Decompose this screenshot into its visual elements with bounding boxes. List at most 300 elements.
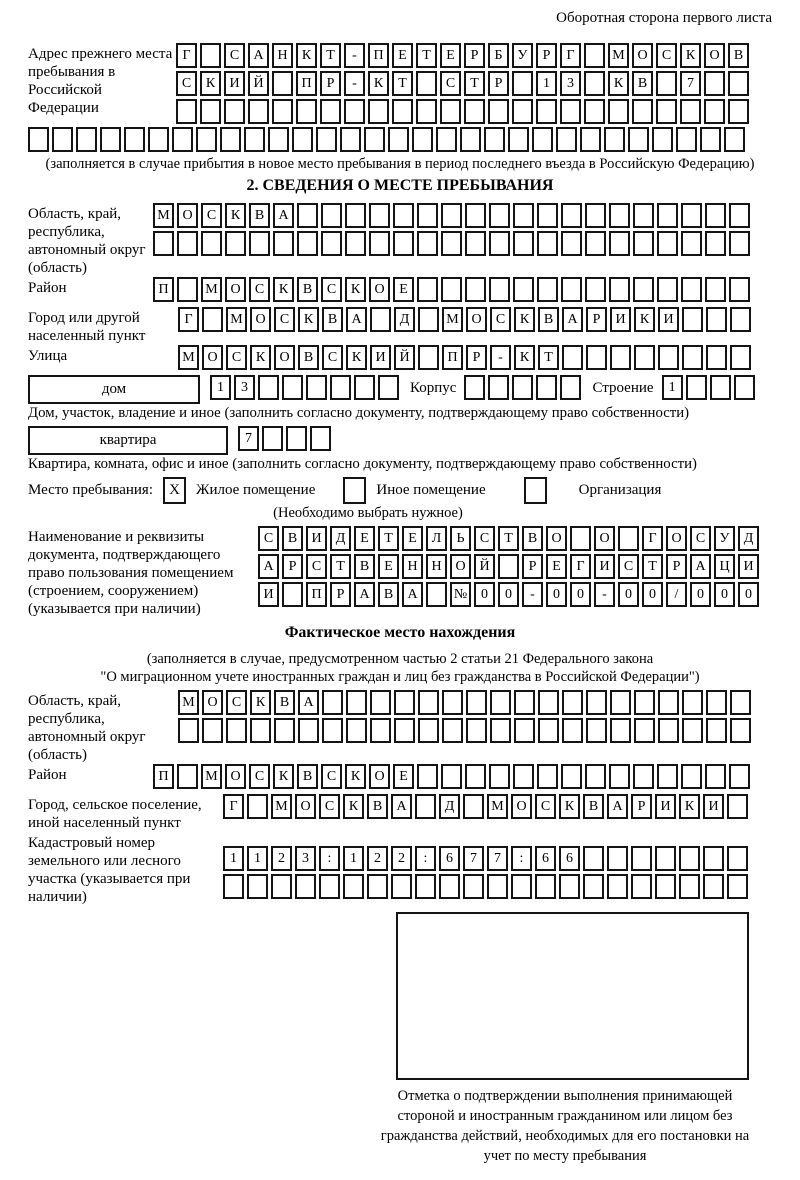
char-cell[interactable] — [680, 99, 701, 124]
char-cell[interactable] — [536, 375, 557, 400]
char-cell[interactable]: А — [346, 307, 367, 332]
char-cell[interactable] — [340, 127, 361, 152]
char-cell[interactable]: Д — [439, 794, 460, 819]
char-cell[interactable] — [727, 874, 748, 899]
char-cell[interactable] — [686, 375, 707, 400]
char-cell[interactable]: : — [319, 846, 340, 871]
char-cell[interactable]: С — [306, 554, 327, 579]
char-cell[interactable] — [655, 846, 676, 871]
char-cell[interactable] — [609, 764, 630, 789]
char-cell[interactable]: Р — [330, 582, 351, 607]
char-cell[interactable] — [367, 874, 388, 899]
char-cell[interactable]: В — [632, 71, 653, 96]
char-cell[interactable] — [513, 764, 534, 789]
char-cell[interactable]: 0 — [690, 582, 711, 607]
char-cell[interactable]: К — [225, 203, 246, 228]
char-cell[interactable] — [441, 203, 462, 228]
char-cell[interactable]: Р — [488, 71, 509, 96]
char-cell[interactable] — [631, 874, 652, 899]
char-cell[interactable] — [439, 874, 460, 899]
char-cell[interactable]: В — [274, 690, 295, 715]
char-cell[interactable] — [705, 203, 726, 228]
char-cell[interactable]: 2 — [367, 846, 388, 871]
char-cell[interactable] — [586, 718, 607, 743]
char-cell[interactable] — [585, 231, 606, 256]
char-cell[interactable] — [224, 99, 245, 124]
char-cell[interactable]: С — [535, 794, 556, 819]
char-cell[interactable] — [514, 690, 535, 715]
char-cell[interactable] — [343, 874, 364, 899]
char-cell[interactable] — [200, 99, 221, 124]
char-cell[interactable] — [511, 874, 532, 899]
char-cell[interactable] — [514, 718, 535, 743]
char-cell[interactable]: О — [632, 43, 653, 68]
char-cell[interactable] — [321, 203, 342, 228]
char-cell[interactable]: - — [344, 71, 365, 96]
char-cell[interactable] — [268, 127, 289, 152]
char-cell[interactable] — [584, 99, 605, 124]
char-cell[interactable] — [657, 764, 678, 789]
char-cell[interactable] — [177, 764, 198, 789]
char-cell[interactable] — [465, 764, 486, 789]
char-cell[interactable]: 7 — [680, 71, 701, 96]
char-cell[interactable]: С — [224, 43, 245, 68]
char-cell[interactable] — [172, 127, 193, 152]
char-cell[interactable]: В — [538, 307, 559, 332]
char-cell[interactable]: И — [703, 794, 724, 819]
char-cell[interactable]: А — [391, 794, 412, 819]
char-cell[interactable] — [392, 99, 413, 124]
char-cell[interactable]: У — [512, 43, 533, 68]
char-cell[interactable] — [200, 43, 221, 68]
char-cell[interactable]: О — [202, 690, 223, 715]
char-cell[interactable] — [465, 203, 486, 228]
char-cell[interactable]: А — [607, 794, 628, 819]
char-cell[interactable] — [370, 690, 391, 715]
char-cell[interactable] — [562, 718, 583, 743]
char-cell[interactable] — [258, 375, 279, 400]
char-cell[interactable] — [583, 846, 604, 871]
char-cell[interactable] — [656, 71, 677, 96]
char-cell[interactable]: : — [511, 846, 532, 871]
char-cell[interactable] — [441, 231, 462, 256]
char-cell[interactable] — [247, 874, 268, 899]
char-cell[interactable] — [561, 277, 582, 302]
char-cell[interactable] — [657, 277, 678, 302]
char-cell[interactable]: Й — [474, 554, 495, 579]
char-cell[interactable]: К — [680, 43, 701, 68]
char-cell[interactable]: О — [466, 307, 487, 332]
char-cell[interactable]: 0 — [546, 582, 567, 607]
char-cell[interactable]: 0 — [738, 582, 759, 607]
char-cell[interactable]: А — [258, 554, 279, 579]
char-cell[interactable]: Е — [393, 764, 414, 789]
char-cell[interactable] — [562, 690, 583, 715]
char-cell[interactable] — [676, 127, 697, 152]
char-cell[interactable] — [703, 846, 724, 871]
char-cell[interactable] — [322, 690, 343, 715]
char-cell[interactable]: К — [250, 345, 271, 370]
char-cell[interactable]: И — [306, 526, 327, 551]
char-cell[interactable] — [196, 127, 217, 152]
char-cell[interactable] — [306, 375, 327, 400]
char-cell[interactable]: А — [562, 307, 583, 332]
char-cell[interactable] — [508, 127, 529, 152]
char-cell[interactable]: О — [450, 554, 471, 579]
char-cell[interactable] — [655, 874, 676, 899]
char-cell[interactable]: Р — [666, 554, 687, 579]
char-cell[interactable] — [658, 690, 679, 715]
checkbox-organization[interactable] — [524, 477, 547, 504]
char-cell[interactable] — [297, 231, 318, 256]
char-cell[interactable] — [561, 203, 582, 228]
char-cell[interactable] — [570, 526, 591, 551]
char-cell[interactable]: Р — [464, 43, 485, 68]
char-cell[interactable] — [583, 874, 604, 899]
char-cell[interactable]: К — [273, 764, 294, 789]
char-cell[interactable]: Т — [330, 554, 351, 579]
char-cell[interactable]: Е — [393, 277, 414, 302]
char-cell[interactable]: П — [153, 764, 174, 789]
char-cell[interactable] — [490, 690, 511, 715]
char-cell[interactable] — [465, 231, 486, 256]
char-cell[interactable]: В — [522, 526, 543, 551]
char-cell[interactable] — [586, 690, 607, 715]
char-cell[interactable] — [320, 99, 341, 124]
char-cell[interactable] — [441, 277, 462, 302]
char-cell[interactable]: А — [273, 203, 294, 228]
char-cell[interactable]: К — [514, 345, 535, 370]
char-cell[interactable] — [177, 231, 198, 256]
char-cell[interactable] — [729, 277, 750, 302]
char-cell[interactable] — [202, 718, 223, 743]
char-cell[interactable]: Т — [378, 526, 399, 551]
char-cell[interactable] — [220, 127, 241, 152]
char-cell[interactable] — [247, 794, 268, 819]
char-cell[interactable] — [286, 426, 307, 451]
char-cell[interactable] — [559, 874, 580, 899]
char-cell[interactable] — [441, 764, 462, 789]
char-cell[interactable]: С — [440, 71, 461, 96]
char-cell[interactable]: Е — [378, 554, 399, 579]
char-cell[interactable]: С — [690, 526, 711, 551]
char-cell[interactable]: 0 — [618, 582, 639, 607]
char-cell[interactable]: Р — [586, 307, 607, 332]
char-cell[interactable] — [608, 99, 629, 124]
char-cell[interactable] — [488, 375, 509, 400]
char-cell[interactable]: И — [370, 345, 391, 370]
char-cell[interactable] — [310, 426, 331, 451]
char-cell[interactable] — [538, 718, 559, 743]
char-cell[interactable] — [393, 231, 414, 256]
char-cell[interactable] — [710, 375, 731, 400]
char-cell[interactable] — [537, 203, 558, 228]
char-cell[interactable] — [418, 690, 439, 715]
char-cell[interactable]: С — [319, 794, 340, 819]
char-cell[interactable] — [682, 345, 703, 370]
char-cell[interactable] — [706, 718, 727, 743]
char-cell[interactable] — [658, 345, 679, 370]
char-cell[interactable]: П — [296, 71, 317, 96]
char-cell[interactable] — [560, 99, 581, 124]
char-cell[interactable] — [418, 307, 439, 332]
char-cell[interactable]: 1 — [536, 71, 557, 96]
char-cell[interactable]: О — [177, 203, 198, 228]
char-cell[interactable] — [282, 375, 303, 400]
char-cell[interactable]: И — [658, 307, 679, 332]
char-cell[interactable] — [418, 345, 439, 370]
char-cell[interactable]: И — [594, 554, 615, 579]
char-cell[interactable]: А — [298, 690, 319, 715]
char-cell[interactable] — [682, 718, 703, 743]
char-cell[interactable] — [489, 277, 510, 302]
char-cell[interactable]: Е — [392, 43, 413, 68]
char-cell[interactable] — [633, 203, 654, 228]
char-cell[interactable]: Е — [354, 526, 375, 551]
char-cell[interactable]: 7 — [487, 846, 508, 871]
char-cell[interactable]: Ь — [450, 526, 471, 551]
char-cell[interactable]: 2 — [271, 846, 292, 871]
char-cell[interactable]: К — [250, 690, 271, 715]
char-cell[interactable]: / — [666, 582, 687, 607]
char-cell[interactable] — [656, 99, 677, 124]
char-cell[interactable]: О — [666, 526, 687, 551]
char-cell[interactable]: 0 — [714, 582, 735, 607]
char-cell[interactable] — [388, 127, 409, 152]
char-cell[interactable] — [610, 345, 631, 370]
char-cell[interactable]: В — [297, 764, 318, 789]
char-cell[interactable]: О — [274, 345, 295, 370]
char-cell[interactable] — [272, 99, 293, 124]
char-cell[interactable]: К — [679, 794, 700, 819]
char-cell[interactable]: Н — [426, 554, 447, 579]
char-cell[interactable]: Е — [440, 43, 461, 68]
char-cell[interactable]: - — [344, 43, 365, 68]
char-cell[interactable] — [391, 874, 412, 899]
char-cell[interactable]: Г — [176, 43, 197, 68]
char-cell[interactable] — [460, 127, 481, 152]
char-cell[interactable] — [537, 277, 558, 302]
char-cell[interactable] — [609, 277, 630, 302]
char-cell[interactable] — [282, 582, 303, 607]
char-cell[interactable] — [370, 307, 391, 332]
char-cell[interactable]: В — [367, 794, 388, 819]
char-cell[interactable] — [378, 375, 399, 400]
char-cell[interactable]: М — [608, 43, 629, 68]
char-cell[interactable]: Ц — [714, 554, 735, 579]
char-cell[interactable]: М — [271, 794, 292, 819]
char-cell[interactable]: С — [322, 345, 343, 370]
char-cell[interactable] — [536, 99, 557, 124]
char-cell[interactable]: В — [249, 203, 270, 228]
char-cell[interactable]: Р — [466, 345, 487, 370]
char-cell[interactable] — [488, 99, 509, 124]
char-cell[interactable] — [249, 231, 270, 256]
char-cell[interactable]: Т — [538, 345, 559, 370]
char-cell[interactable] — [657, 231, 678, 256]
char-cell[interactable]: 1 — [247, 846, 268, 871]
char-cell[interactable]: 6 — [535, 846, 556, 871]
char-cell[interactable] — [354, 375, 375, 400]
char-cell[interactable]: 1 — [343, 846, 364, 871]
char-cell[interactable]: М — [201, 277, 222, 302]
char-cell[interactable]: Д — [330, 526, 351, 551]
char-cell[interactable]: К — [634, 307, 655, 332]
char-cell[interactable] — [580, 127, 601, 152]
char-cell[interactable] — [153, 231, 174, 256]
char-cell[interactable] — [344, 99, 365, 124]
char-cell[interactable] — [202, 307, 223, 332]
char-cell[interactable]: Н — [272, 43, 293, 68]
char-cell[interactable]: О — [202, 345, 223, 370]
char-cell[interactable] — [364, 127, 385, 152]
char-cell[interactable] — [442, 690, 463, 715]
char-cell[interactable] — [512, 71, 533, 96]
char-cell[interactable] — [322, 718, 343, 743]
char-cell[interactable] — [418, 718, 439, 743]
char-cell[interactable] — [201, 231, 222, 256]
char-cell[interactable] — [346, 718, 367, 743]
char-cell[interactable] — [537, 231, 558, 256]
char-cell[interactable] — [609, 231, 630, 256]
char-cell[interactable]: 2 — [391, 846, 412, 871]
char-cell[interactable]: П — [368, 43, 389, 68]
char-cell[interactable]: 6 — [559, 846, 580, 871]
char-cell[interactable] — [297, 203, 318, 228]
char-cell[interactable]: И — [738, 554, 759, 579]
char-cell[interactable] — [561, 764, 582, 789]
char-cell[interactable]: В — [322, 307, 343, 332]
char-cell[interactable] — [498, 554, 519, 579]
char-cell[interactable] — [487, 874, 508, 899]
char-cell[interactable]: В — [297, 277, 318, 302]
char-cell[interactable]: М — [442, 307, 463, 332]
char-cell[interactable] — [52, 127, 73, 152]
char-cell[interactable] — [634, 690, 655, 715]
char-cell[interactable] — [538, 690, 559, 715]
char-cell[interactable] — [610, 690, 631, 715]
char-cell[interactable]: В — [298, 345, 319, 370]
char-cell[interactable] — [345, 203, 366, 228]
char-cell[interactable]: О — [225, 764, 246, 789]
char-cell[interactable] — [584, 43, 605, 68]
char-cell[interactable]: Т — [464, 71, 485, 96]
char-cell[interactable]: И — [258, 582, 279, 607]
char-cell[interactable]: В — [728, 43, 749, 68]
char-cell[interactable] — [631, 846, 652, 871]
char-cell[interactable]: Н — [402, 554, 423, 579]
char-cell[interactable]: 0 — [642, 582, 663, 607]
char-cell[interactable] — [124, 127, 145, 152]
char-cell[interactable]: Р — [522, 554, 543, 579]
char-cell[interactable] — [607, 846, 628, 871]
char-cell[interactable] — [703, 874, 724, 899]
char-cell[interactable] — [417, 231, 438, 256]
char-cell[interactable]: М — [487, 794, 508, 819]
char-cell[interactable] — [415, 874, 436, 899]
checkbox-residential[interactable]: X — [163, 477, 186, 504]
char-cell[interactable] — [657, 203, 678, 228]
char-cell[interactable]: С — [656, 43, 677, 68]
char-cell[interactable] — [584, 71, 605, 96]
char-cell[interactable]: С — [226, 690, 247, 715]
char-cell[interactable]: В — [354, 554, 375, 579]
char-cell[interactable]: - — [594, 582, 615, 607]
char-cell[interactable] — [734, 375, 755, 400]
char-cell[interactable]: К — [298, 307, 319, 332]
char-cell[interactable] — [512, 99, 533, 124]
char-cell[interactable]: О — [546, 526, 567, 551]
char-cell[interactable]: Т — [498, 526, 519, 551]
char-cell[interactable] — [368, 99, 389, 124]
char-cell[interactable] — [556, 127, 577, 152]
char-cell[interactable]: М — [226, 307, 247, 332]
char-cell[interactable] — [321, 231, 342, 256]
char-cell[interactable]: 1 — [662, 375, 683, 400]
char-cell[interactable] — [442, 718, 463, 743]
char-cell[interactable]: : — [415, 846, 436, 871]
char-cell[interactable]: О — [225, 277, 246, 302]
char-cell[interactable] — [513, 277, 534, 302]
char-cell[interactable]: М — [178, 690, 199, 715]
char-cell[interactable]: Д — [394, 307, 415, 332]
char-cell[interactable] — [295, 874, 316, 899]
char-cell[interactable] — [679, 874, 700, 899]
char-cell[interactable]: И — [224, 71, 245, 96]
char-cell[interactable] — [513, 231, 534, 256]
char-cell[interactable]: К — [345, 764, 366, 789]
char-cell[interactable]: 0 — [570, 582, 591, 607]
char-cell[interactable] — [417, 277, 438, 302]
char-cell[interactable]: М — [153, 203, 174, 228]
char-cell[interactable] — [585, 203, 606, 228]
char-cell[interactable] — [586, 345, 607, 370]
char-cell[interactable] — [681, 277, 702, 302]
char-cell[interactable]: Т — [392, 71, 413, 96]
char-cell[interactable]: С — [474, 526, 495, 551]
char-cell[interactable] — [76, 127, 97, 152]
char-cell[interactable] — [464, 375, 485, 400]
char-cell[interactable]: О — [594, 526, 615, 551]
char-cell[interactable] — [490, 718, 511, 743]
char-cell[interactable]: П — [442, 345, 463, 370]
char-cell[interactable] — [466, 718, 487, 743]
char-cell[interactable] — [225, 231, 246, 256]
char-cell[interactable]: В — [282, 526, 303, 551]
char-cell[interactable]: С — [258, 526, 279, 551]
char-cell[interactable]: К — [559, 794, 580, 819]
char-cell[interactable]: О — [295, 794, 316, 819]
char-cell[interactable] — [609, 203, 630, 228]
char-cell[interactable] — [330, 375, 351, 400]
char-cell[interactable]: К — [514, 307, 535, 332]
char-cell[interactable] — [415, 794, 436, 819]
char-cell[interactable]: С — [274, 307, 295, 332]
char-cell[interactable] — [244, 127, 265, 152]
char-cell[interactable]: Т — [642, 554, 663, 579]
char-cell[interactable] — [730, 718, 751, 743]
char-cell[interactable] — [561, 231, 582, 256]
char-cell[interactable] — [585, 277, 606, 302]
char-cell[interactable]: У — [714, 526, 735, 551]
char-cell[interactable] — [298, 718, 319, 743]
char-cell[interactable] — [633, 764, 654, 789]
char-cell[interactable]: - — [490, 345, 511, 370]
char-cell[interactable]: А — [248, 43, 269, 68]
char-cell[interactable]: К — [368, 71, 389, 96]
char-cell[interactable]: О — [511, 794, 532, 819]
char-cell[interactable]: - — [522, 582, 543, 607]
